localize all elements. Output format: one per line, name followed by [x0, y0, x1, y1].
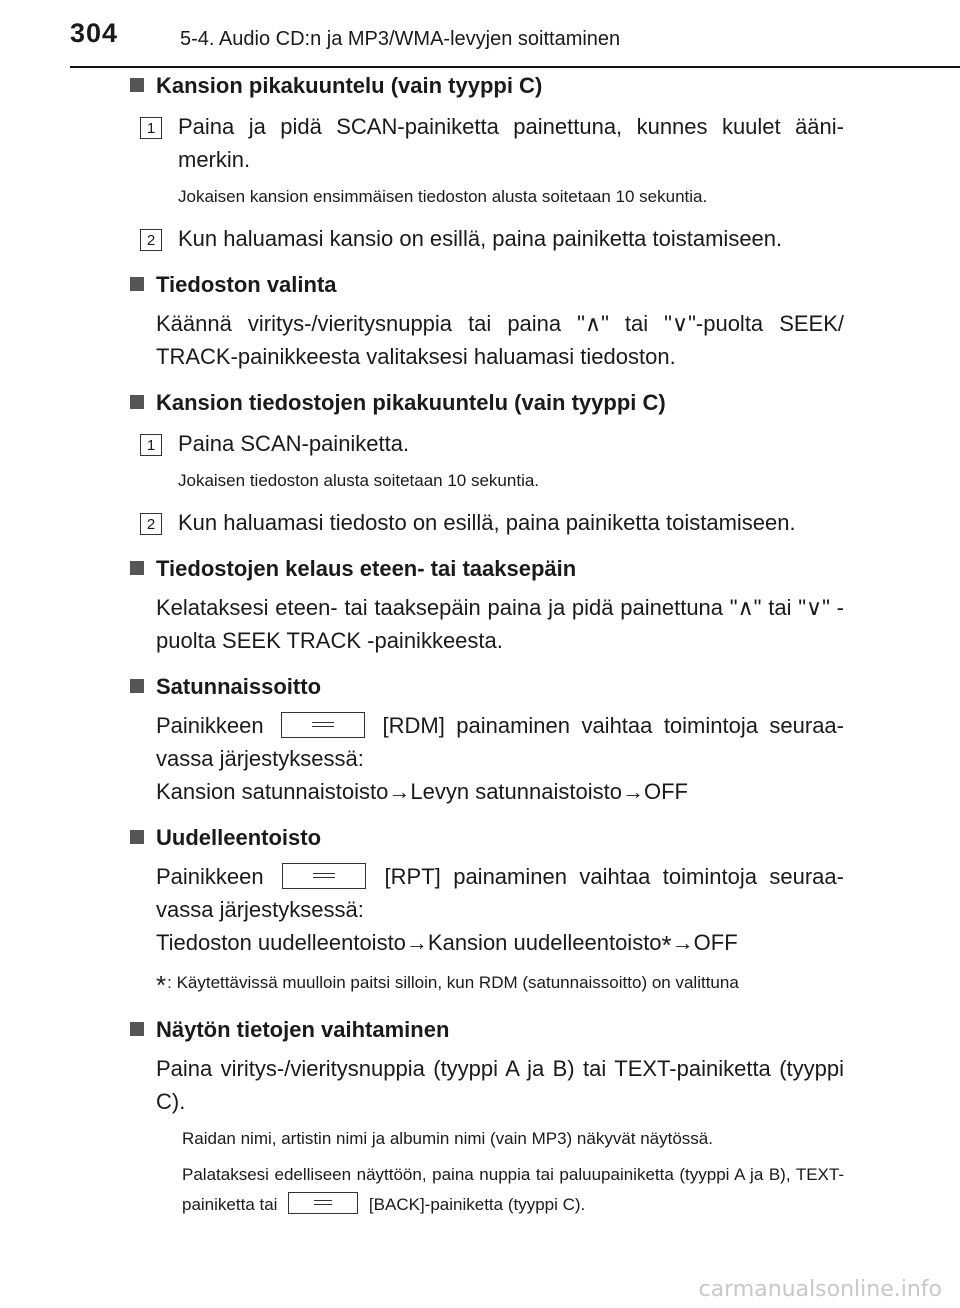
step-number-badge: 1 [140, 117, 162, 139]
page-number: 304 [70, 18, 119, 48]
heading-text: Näytön tietojen vaihtaminen [156, 1017, 450, 1042]
note: Raidan nimi, artistin nimi ja albumin nimi (vain MP3) näkyvät näytössä. [182, 1129, 713, 1148]
text-before-button: Painikkeen [156, 713, 264, 738]
heading-text: Kansion pikakuuntelu (vain tyyppi C) [156, 73, 543, 98]
step-2 [130, 222, 844, 255]
square-bullet-icon [130, 561, 144, 575]
paragraph: Käännä viritys-/vieritysnuppia tai paina "∧" tai "∨"-puolta SEEK/ TRACK-painikkeesta valitaksesi haluamasi tiedoston. [156, 311, 844, 369]
mode-sequence-end: →OFF [671, 930, 738, 955]
paragraph: Kelataksesi eteen- tai taaksepäin paina ja pidä painettuna "∧" tai "∨" -puolta SEEK TRACK -painikkeesta. [156, 595, 844, 653]
heading-text: Uudelleentoisto [156, 825, 322, 850]
section-heading-repeat [130, 824, 844, 852]
footnote-marker: * [661, 930, 672, 960]
step-note: Jokaisen tiedoston alusta soitetaan 10 sekuntia. [178, 471, 540, 490]
preset-button-icon [282, 863, 366, 889]
page-content [130, 72, 844, 1220]
heading-text: Kansion tiedostojen pikakuuntelu (vain tyyppi C) [156, 390, 666, 415]
preset-button-icon [288, 1192, 358, 1214]
page-header [70, 18, 960, 58]
section-heading-random [130, 673, 844, 701]
chapter-title: 5-4. Audio CD:n ja MP3/WMA-levyjen soittaminen [180, 28, 621, 50]
square-bullet-icon [130, 277, 144, 291]
step-text: Kun haluamasi kansio on esillä, paina painiketta toistamiseen. [178, 226, 783, 251]
section-heading-folder-scan [130, 72, 844, 100]
text-before-button: Painikkeen [156, 864, 264, 889]
footnote-star: * [156, 970, 167, 1000]
footnote-text: : Käytettävissä muulloin paitsi silloin, kun RDM (satunnaissoitto) on valittuna [167, 973, 739, 992]
heading-text: Tiedoston valinta [156, 272, 337, 297]
note-text-after-button: [BACK]-painiketta (tyyppi C). [368, 1195, 586, 1214]
step-number-badge: 2 [140, 229, 162, 251]
heading-text: Satunnaissoitto [156, 674, 322, 699]
step-1 [130, 427, 844, 460]
step-number-badge: 2 [140, 513, 162, 535]
step-number-badge: 1 [140, 434, 162, 456]
header-rule [70, 66, 960, 68]
button-symbol-icon [314, 1200, 332, 1205]
square-bullet-icon [130, 78, 144, 92]
footnote [130, 968, 844, 1000]
mode-sequence: Kansion satunnaistoisto→Levyn satunnaistoisto→OFF [156, 779, 688, 804]
step-text: Paina SCAN-painiketta. [178, 431, 410, 456]
button-symbol-icon [312, 722, 334, 727]
paragraph [130, 709, 844, 808]
mode-sequence: Tiedoston uudelleentoisto→Kansion uudelleentoisto [156, 930, 662, 955]
text-after-button: [RPT] painaminen vaihtaa toimintoja seuraa-vassa järjestyksessä: [156, 864, 844, 922]
button-symbol-icon [313, 873, 335, 878]
section-heading-display [130, 1016, 844, 1044]
paragraph [130, 860, 844, 962]
preset-button-icon [281, 712, 365, 738]
watermark: carmanualsonline.info [698, 1277, 942, 1302]
step-1 [130, 110, 844, 176]
heading-text: Tiedostojen kelaus eteen- tai taaksepäin [156, 556, 577, 581]
step-note: Jokaisen kansion ensimmäisen tiedoston alusta soitetaan 10 sekuntia. [178, 187, 708, 206]
square-bullet-icon [130, 830, 144, 844]
note-text-before-button: Palataksesi edelliseen näyttöön, paina nuppia tai paluupainiketta (tyyppi A ja B), TEXT-painiketta tai [182, 1165, 844, 1214]
section-heading-file-select [130, 271, 844, 299]
text-after-button: [RDM] painaminen vaihtaa toimintoja seuraa-vassa järjestyksessä: [156, 713, 844, 771]
note [130, 1160, 844, 1220]
step-text: Paina ja pidä SCAN-painiketta painettuna, kunnes kuulet ääni-merkin. [178, 114, 844, 172]
step-text: Kun haluamasi tiedosto on esillä, paina painiketta toistamiseen. [178, 510, 796, 535]
square-bullet-icon [130, 1022, 144, 1036]
step-2 [130, 506, 844, 539]
paragraph: Paina viritys-/vieritysnuppia (tyyppi A ja B) tai TEXT-painiketta (tyyppi C). [156, 1056, 844, 1114]
square-bullet-icon [130, 679, 144, 693]
square-bullet-icon [130, 395, 144, 409]
section-heading-file-scan [130, 389, 844, 417]
section-heading-fast-forward [130, 555, 844, 583]
